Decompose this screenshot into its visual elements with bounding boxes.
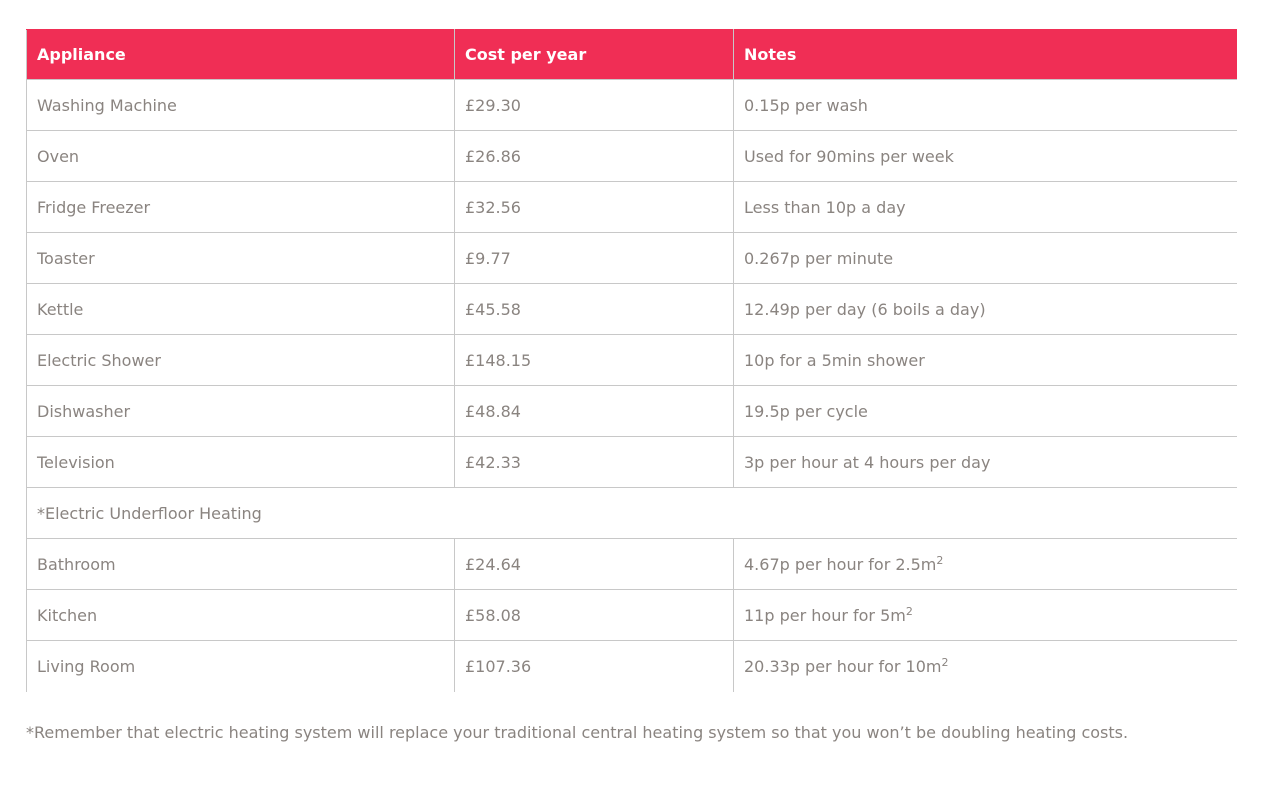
table-row [27,182,1237,233]
table-row [27,284,1237,335]
cost-cell: £45.58 [455,284,734,335]
notes-cell [734,590,1237,641]
appliance-cell: Dishwasher [27,386,455,437]
table-row [27,386,1237,437]
cost-cell: £29.30 [455,80,734,131]
squared-superscript: 2 [905,604,913,618]
squared-superscript: 2 [941,655,949,669]
cost-cell: £107.36 [455,641,734,692]
notes-cell: 19.5p per cycle [734,386,1237,437]
cost-cell: £42.33 [455,437,734,488]
notes-text: 4.67p per hour for 2.5m [744,554,937,574]
notes-cell: 0.267p per minute [734,233,1237,284]
table-row [27,539,1237,590]
appliance-cell: Oven [27,131,455,182]
table-row [27,131,1237,182]
table-row [27,437,1237,488]
notes-cell: 0.15p per wash [734,80,1237,131]
appliance-cell: Television [27,437,455,488]
appliance-cell: Bathroom [27,539,455,590]
notes-cell: Used for 90mins per week [734,131,1237,182]
appliance-cost-table-container [26,29,1236,692]
appliance-cell: Fridge Freezer [27,182,455,233]
cost-cell: £24.64 [455,539,734,590]
appliance-cell: Washing Machine [27,80,455,131]
appliance-cell: Living Room [27,641,455,692]
header-cost-per-year: Cost per year [455,30,734,80]
footnote: *Remember that electric heating system will replace your traditional central heating system so that you won’t be doubling heating costs. [26,723,1129,742]
cost-cell: £48.84 [455,386,734,437]
cost-cell: £26.86 [455,131,734,182]
table-row [27,590,1237,641]
section-row-underfloor-heating [27,488,1237,539]
appliance-cell: Toaster [27,233,455,284]
notes-cell: 3p per hour at 4 hours per day [734,437,1237,488]
table-row [27,641,1237,692]
notes-cell: 12.49p per day (6 boils a day) [734,284,1237,335]
appliance-cell: Electric Shower [27,335,455,386]
notes-cell [734,641,1237,692]
cost-cell: £32.56 [455,182,734,233]
notes-cell: 10p for a 5min shower [734,335,1237,386]
table-row [27,80,1237,131]
cost-cell: £148.15 [455,335,734,386]
notes-cell [734,539,1237,590]
notes-text: 11p per hour for 5m [744,605,906,625]
header-appliance: Appliance [27,30,455,80]
notes-cell: Less than 10p a day [734,182,1237,233]
table-header-row [27,30,1237,80]
header-notes: Notes [734,30,1237,80]
table-row [27,233,1237,284]
cost-cell: £9.77 [455,233,734,284]
appliance-cell: Kettle [27,284,455,335]
cost-cell: £58.08 [455,590,734,641]
notes-text: 20.33p per hour for 10m [744,656,942,676]
appliance-cell: Kitchen [27,590,455,641]
appliance-cost-table [26,29,1237,692]
section-label: *Electric Underfloor Heating [27,488,1237,539]
squared-superscript: 2 [936,553,944,567]
table-row [27,335,1237,386]
